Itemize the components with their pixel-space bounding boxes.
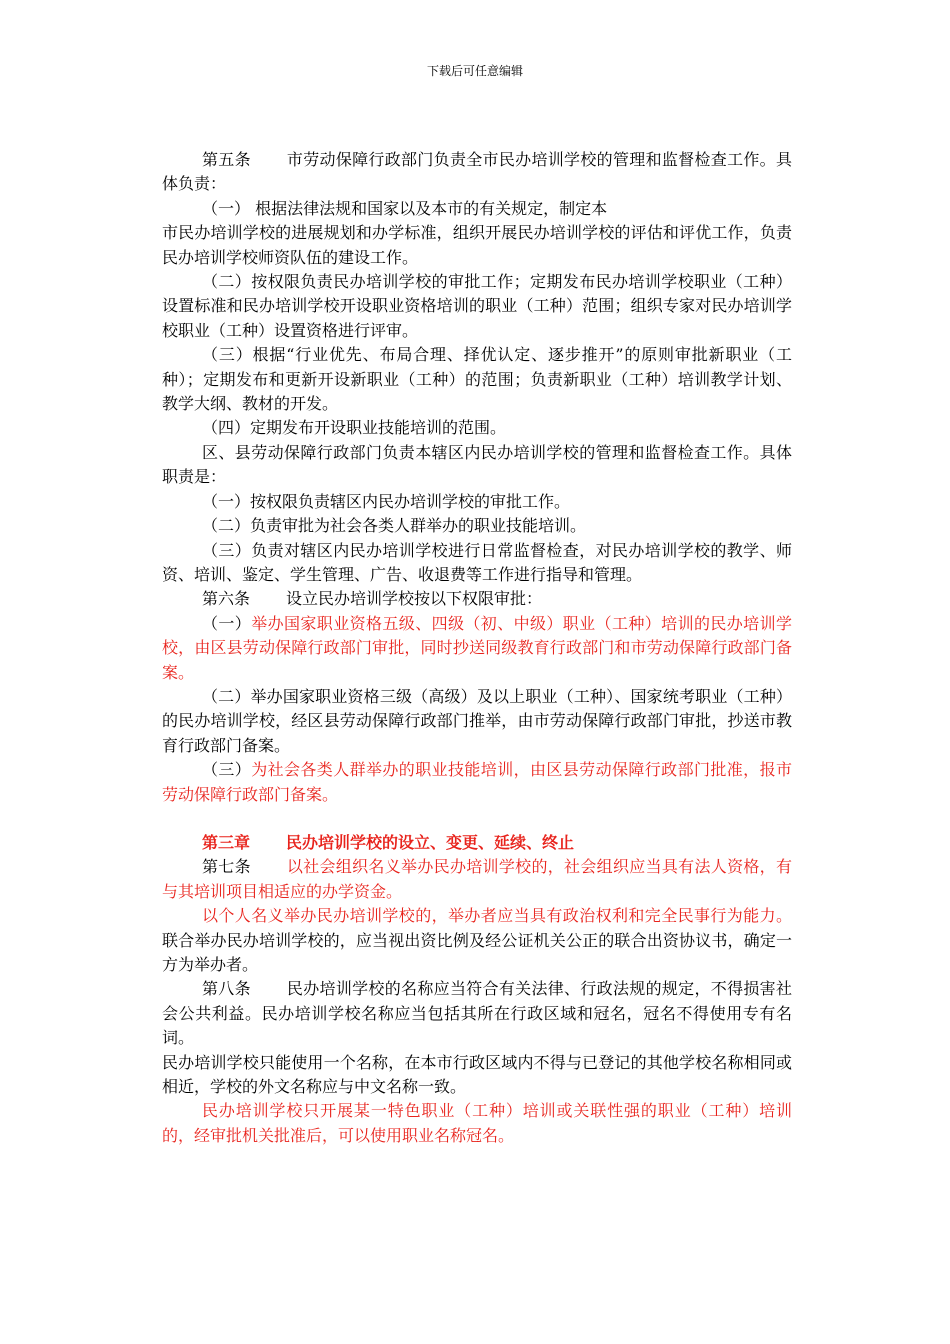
article-5-item-3: （三）根据“行业优先、布局合理、择优认定、逐步推开”的原则审批新职业（工种）；定期发布和更新开设新职业（工种）的范围；负责新职业（工种）培训教学计划、教学大纲、教材的开发。 [162,345,792,414]
article-7-text: 以社会组织名义举办民办培训学校的，社会组织应当具有法人资格，有与其培训项目相适应的办学资金。 [162,857,792,901]
article-6-label: 第六条 [202,589,251,609]
article-5-item-4: （四）定期发布开设职业技能培训的范围。 [202,418,507,438]
article-6-item-1-prefix: （一） [202,613,252,633]
chapter-3-title: 民办培训学校的设立、变更、延续、终止 [286,832,575,852]
chapter-3-label: 第三章 [202,832,251,852]
article-6-item-3-text: 为社会各类人群举办的职业技能培训，由区县劳动保障行政部门批准，报市劳动保障行政部门备案。 [162,760,792,804]
article-6-item-2: （二）举办国家职业资格三级（高级）及以上职业（工种）、国家统考职业（工种）的民办培训学校，经区县劳动保障行政部门推举，由市劳动保障行政部门审批，抄送市教育行政部门备案。 [162,686,792,755]
article-5-item-2: （二）按权限负责民办培训学校的审批工作；定期发布民办培训学校职业（工种）设置标准和民办培训学校开设职业资格培训的职业（工种）范围；组织专家对民办培训学校职业（工种）设置资格进行评审。 [162,272,792,340]
article-8-label: 第八条 [202,979,251,999]
chapter-spacer [162,807,792,831]
article-5-text: 市劳动保障行政部门负责全市民办培训学校的管理和监督检查工作。具体负责： [162,150,792,194]
district-item-3: （三）负责对辖区内民办培训学校进行日常监督检查，对民办培训学校的教学、师资、培训、鉴定、学生管理、广告、收退费等工作进行指导和管理。 [162,540,792,584]
article-8-para-2: 民办培训学校只能使用一个名称，在本市行政区域内不得与已登记的其他学校名称相同或相近，学校的外文名称应与中文名称一致。 [162,1052,792,1097]
article-6-item-3 [162,758,792,807]
article-8-text: 民办培训学校的名称应当符合有关法律、行政法规的规定，不得损害社会公共利益。民办培训学校名称应当包括其所在行政区域和冠名，冠名不得使用专有名词。 [162,979,792,1048]
article-5-item-1-line: （一） 根据法律法规和国家以及本市的有关规定，制定本 [202,198,608,218]
article-6-item-1-text: 举办国家职业资格五级、四级（初、中级）职业（工种）培训的民办培训学校，由区县劳动保障行政部门审批，同时抄送同级教育行政部门和市劳动保障行政部门备案。 [162,613,792,682]
article-5-label: 第五条 [202,150,251,169]
district-item-1: （一）按权限负责辖区内民办培训学校的审批工作。 [202,491,571,511]
article-7 [162,855,792,904]
article-6-item-1 [162,612,792,685]
article-6-text: 设立民办培训学校按以下权限审批： [286,589,543,609]
article-7-para-2 [162,904,792,977]
article-5-item-1-cont: 市民办培训学校的进展规划和办学标准，组织开展民办培训学校的评估和评优工作，负责民办培训学校师资队伍的建设工作。 [162,223,792,267]
page-header: 下载后可任意编辑 [426,64,523,78]
article-7-para-2-black: 联合举办民办培训学校的，应当视出资比例及经公证机关公正的联合出资协议书，确定一方为举办者。 [162,930,792,974]
article-5 [162,148,792,197]
article-7-para-2-red: 以个人名义举办民办培训学校的，举办者应当具有政治权利和完全民事行为能力。 [202,906,792,926]
article-8 [162,977,792,1050]
article-7-label: 第七条 [202,857,251,877]
article-6-item-3-prefix: （三） [202,760,252,780]
article-6 [162,587,792,611]
district-intro: 区、县劳动保障行政部门负责本辖区内民办培训学校的管理和监督检查工作。具体职责是： [162,442,792,487]
district-item-2: （二）负责审批为社会各类人群举办的职业技能培训。 [202,516,587,536]
chapter-3-heading [162,831,792,855]
article-8-para-3: 民办培训学校只开展某一特色职业（工种）培训或关联性强的职业（工种）培训的，经审批机关批准后，可以使用职业名称冠名。 [162,1101,792,1145]
document-body [162,148,792,1148]
